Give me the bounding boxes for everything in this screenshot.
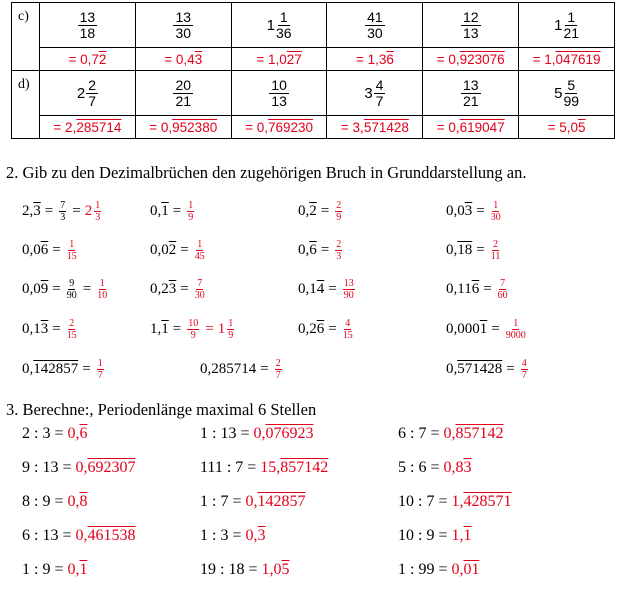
table-cell: 5 5 99 (519, 71, 615, 116)
decimal-item: 0,0 9 = 9 90 = 1 10 (22, 278, 108, 301)
decimal-item: 0, 142857 = 1 7 (22, 358, 103, 381)
answer-cell: = 0,952380 (135, 116, 231, 139)
table-cell: $\frac{13}{18}$ (40, 3, 136, 48)
decimal-item: 0,1 3 = 2 15 (22, 318, 77, 341)
section-2-heading: 2. Gib zu den Dezimalbrüchen den zugehörigen Bruch in Grunddarstellung an. (6, 163, 527, 182)
answer-cell: = 0,43 (135, 48, 231, 71)
decimal-item: 0, 6 = 2 3 (298, 239, 342, 262)
row-label: d) (12, 71, 40, 139)
decimal-item: 0,0 3 = 1 30 (446, 200, 501, 223)
answer-cell: = 0,619047 (423, 116, 519, 139)
table-cell: $\frac{20}{21}$ (135, 71, 231, 116)
table-cell: 1 1 36 (231, 3, 327, 48)
answer-cell: = 5,05 (519, 116, 615, 139)
division-item: 10 : 7 = 1,428571 (398, 493, 512, 510)
answer-cell: = 2,285714 (40, 116, 136, 139)
division-item: 8 : 9 = 0,8 (22, 493, 88, 510)
answer-cell: = 1,027 (231, 48, 327, 71)
decimal-item: 1, 1 = 10 9 = 1 1 9 (150, 318, 234, 341)
division-item: 2 : 3 = 0,6 (22, 425, 88, 442)
answer-cell: = 1,36 (327, 48, 423, 71)
answer-cell: = 0,923076 (423, 48, 519, 71)
table-cell: 1 1 21 (519, 3, 615, 48)
decimal-item: 0,0 6 = 1 15 (22, 239, 77, 262)
decimal-item: 0,000 1 = 1 9000 (446, 318, 526, 341)
fraction-table (11, 2, 615, 139)
decimal-item: 0, 571428 = 4 7 (446, 358, 527, 381)
decimal-item: 0, 18 = 2 11 (446, 239, 501, 262)
division-item: 6 : 7 = 0,857142 (398, 425, 504, 442)
table-cell: 3 4 7 (327, 71, 423, 116)
division-item: 9 : 13 = 0,692307 (22, 459, 136, 476)
answer-cell: = 0,769230 (231, 116, 327, 139)
table-cell: $\frac{13}{21}$ (423, 71, 519, 116)
division-item: 6 : 13 = 0,461538 (22, 527, 136, 544)
division-item: 1 : 7 = 0,142857 (200, 493, 306, 510)
answer-cell: = 3,571428 (327, 116, 423, 139)
decimal-item: 0,2 6 = 4 15 (298, 318, 353, 341)
answer-cell: = 0,72 (40, 48, 136, 71)
decimal-item: 0,1 4 = 13 90 (298, 278, 354, 301)
division-item: 1 : 13 = 0,076923 (200, 425, 314, 442)
decimal-item: 0, 1 = 1 9 (150, 200, 194, 223)
division-item: 111 : 7 = 15,857142 (200, 459, 329, 476)
table-cell: $\frac{41}{30}$ (327, 3, 423, 48)
division-item: 10 : 9 = 1,1 (398, 527, 472, 544)
division-item: 1 : 3 = 0,3 (200, 527, 266, 544)
table-row (12, 71, 615, 116)
decimal-item: 0,0 2 = 1 45 (150, 239, 205, 262)
decimal-item: 0, 2 = 2 9 (298, 200, 342, 223)
table-cell: $\frac{12}{13}$ (423, 3, 519, 48)
decimal-item: 0,11 6 = 7 60 (446, 278, 508, 301)
table-row (12, 3, 615, 48)
answer-cell: = 1,047619 (519, 48, 615, 71)
row-label: c) (12, 3, 40, 71)
table-row (12, 48, 615, 71)
decimal-item: 0,285714 = 2 7 (200, 358, 281, 381)
table-cell: $\frac{10}{13}$ (231, 71, 327, 116)
decimal-item: 2, 3 = 7 3 = 2 1 3 (22, 200, 101, 223)
decimal-item: 0,2 3 = 7 30 (150, 278, 205, 301)
section-3-heading: 3. Berechne:, Periodenlänge maximal 6 Stellen (6, 400, 317, 419)
table-cell: 2 2 7 (40, 71, 136, 116)
division-item: 1 : 99 = 0,01 (398, 561, 480, 578)
division-item: 19 : 18 = 1,05 (200, 561, 290, 578)
division-item: 1 : 9 = 0,1 (22, 561, 88, 578)
table-cell: $\frac{13}{30}$ (135, 3, 231, 48)
table-row (12, 116, 615, 139)
division-item: 5 : 6 = 0,83 (398, 459, 472, 476)
